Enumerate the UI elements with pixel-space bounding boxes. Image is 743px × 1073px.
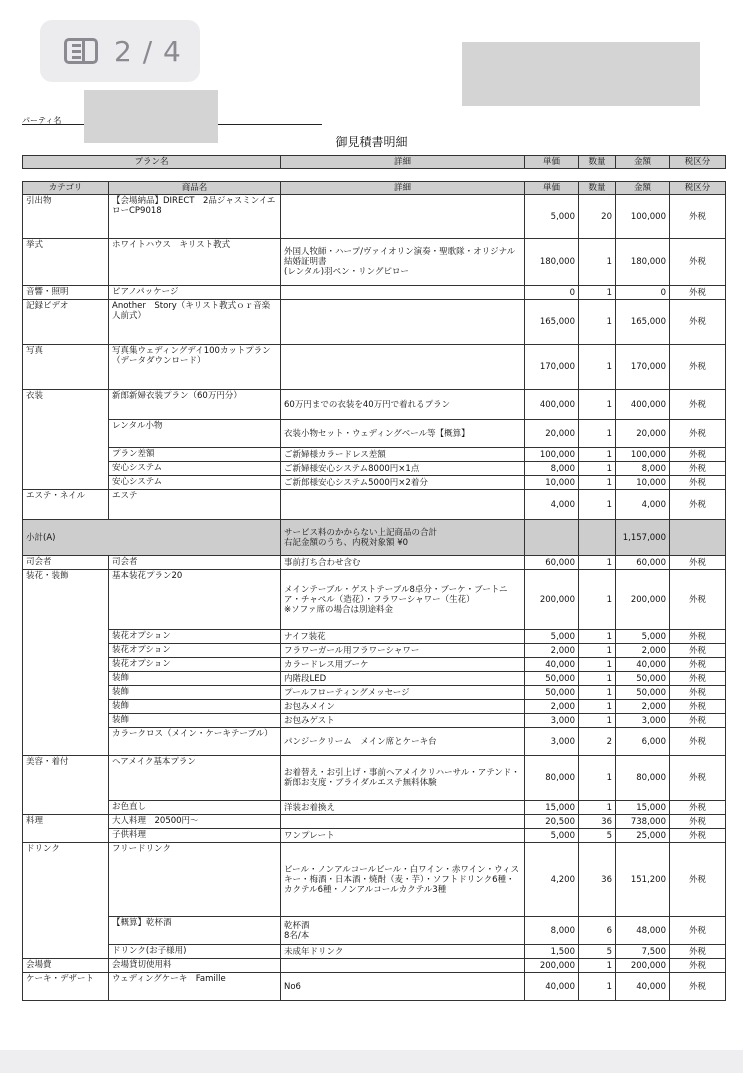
detail-cell: カラードレス用ブーケ [281, 658, 525, 672]
product-cell: 会場貸切使用料 [109, 959, 281, 973]
amount-cell: 6,000 [616, 728, 670, 756]
amount-cell: 48,000 [616, 917, 670, 945]
plan-tax-header: 税区分 [670, 156, 726, 169]
detail-cell [281, 286, 525, 300]
tax-cell: 外税 [670, 239, 726, 286]
qty-cell: 1 [579, 420, 616, 448]
detail-cell: 内階段LED [281, 672, 525, 686]
amount-cell: 200,000 [616, 959, 670, 973]
product-cell: 大人料理 20500円～ [109, 815, 281, 829]
category-cell: 引出物 [23, 195, 109, 239]
table-row [23, 843, 726, 917]
table-row [23, 644, 726, 658]
subtotal-row [23, 520, 726, 556]
product-cell: ホワイトハウス キリスト教式 [109, 239, 281, 286]
amount-cell: 151,200 [616, 843, 670, 917]
amount-cell: 2,000 [616, 700, 670, 714]
amount-cell: 3,000 [616, 714, 670, 728]
tax-cell: 外税 [670, 644, 726, 658]
amount-cell: 2,000 [616, 644, 670, 658]
price-cell: 60,000 [525, 556, 579, 570]
sidebar-icon [64, 38, 98, 64]
detail-cell: お包みメイン [281, 700, 525, 714]
qty-cell: 2 [579, 728, 616, 756]
tax-cell: 外税 [670, 345, 726, 390]
detail-cell: フラワーガール用フラワーシャワー [281, 644, 525, 658]
category-cell: 司会者 [23, 556, 109, 570]
price-cell: 3,000 [525, 728, 579, 756]
price-cell: 4,000 [525, 490, 579, 520]
product-cell: フリードリンク [109, 843, 281, 917]
product-cell: エステ [109, 490, 281, 520]
product-header: 商品名 [109, 182, 281, 195]
product-cell: 装飾 [109, 714, 281, 728]
tax-cell: 外税 [670, 686, 726, 700]
price-cell: 170,000 [525, 345, 579, 390]
category-cell: 記録ビデオ [23, 300, 109, 345]
price-cell: 2,000 [525, 644, 579, 658]
category-cell [23, 728, 109, 756]
category-cell: ケーキ・デザート [23, 973, 109, 1001]
table-row [23, 630, 726, 644]
price-cell: 3,000 [525, 714, 579, 728]
qty-cell: 6 [579, 917, 616, 945]
tax-cell: 外税 [670, 556, 726, 570]
product-cell: 装花オプション [109, 644, 281, 658]
category-cell [23, 714, 109, 728]
price-cell: 40,000 [525, 973, 579, 1001]
amount-cell: 80,000 [616, 756, 670, 801]
table-row [23, 728, 726, 756]
detail-cell: プールフローティングメッセージ [281, 686, 525, 700]
amount-cell: 4,000 [616, 490, 670, 520]
table-row [23, 686, 726, 700]
price-cell: 5,000 [525, 630, 579, 644]
qty-header: 数量 [579, 182, 616, 195]
price-cell: 200,000 [525, 959, 579, 973]
price-cell: 20,500 [525, 815, 579, 829]
detail-cell: お着替え・お引上げ・事前ヘアメイクリハーサル・アテンド・新郎お支度・ブライダルエステ無料体験 [281, 756, 525, 801]
subtotal-label: 小計(A) [23, 520, 281, 556]
table-row [23, 239, 726, 286]
qty-cell: 1 [579, 644, 616, 658]
detail-cell: 衣装小物セット・ウェディングベール等【概算】 [281, 420, 525, 448]
tax-cell: 外税 [670, 843, 726, 917]
qty-cell: 1 [579, 973, 616, 1001]
qty-cell: 1 [579, 801, 616, 815]
product-cell: 装花オプション [109, 658, 281, 672]
product-cell: 基本装花プラン20 [109, 570, 281, 630]
detail-cell: ご新婦様カラードレス差額 [281, 448, 525, 462]
category-cell [23, 658, 109, 672]
product-cell: 安心システム [109, 462, 281, 476]
table-row [23, 556, 726, 570]
qty-cell: 1 [579, 462, 616, 476]
amount-cell: 15,000 [616, 801, 670, 815]
category-cell [23, 630, 109, 644]
redacted-block [462, 42, 700, 106]
table-row [23, 756, 726, 801]
detail-cell: お包みゲスト [281, 714, 525, 728]
price-cell: 80,000 [525, 756, 579, 801]
amount-cell: 100,000 [616, 448, 670, 462]
tax-cell: 外税 [670, 300, 726, 345]
table-row [23, 286, 726, 300]
price-cell: 200,000 [525, 570, 579, 630]
amount-cell: 180,000 [616, 239, 670, 286]
amount-cell: 7,500 [616, 945, 670, 959]
detail-cell: ご新郎様安心システム5000円×2着分 [281, 476, 525, 490]
qty-cell: 1 [579, 239, 616, 286]
category-cell: ドリンク [23, 843, 109, 917]
qty-cell: 1 [579, 390, 616, 420]
detail-cell [281, 300, 525, 345]
category-cell [23, 420, 109, 448]
product-cell: 写真集ウェディングデイ100カットプラン（データダウンロード） [109, 345, 281, 390]
qty-cell: 1 [579, 959, 616, 973]
qty-cell: 1 [579, 570, 616, 630]
detail-cell: ビール・ノンアルコールビール・白ワイン・赤ワイン・ウィスキー・梅酒・日本酒・焼酎（麦・芋）・ソフトドリンク6種・カクテル6種・ノンアルコールカクテル3種 [281, 843, 525, 917]
tax-cell: 外税 [670, 945, 726, 959]
table-row [23, 973, 726, 1001]
product-cell: カラークロス（メイン・ケーキテーブル） [109, 728, 281, 756]
price-header: 単価 [525, 182, 579, 195]
price-cell: 10,000 [525, 476, 579, 490]
price-cell: 50,000 [525, 686, 579, 700]
product-cell: ウェディングケーキ Famille [109, 973, 281, 1001]
amount-cell: 0 [616, 286, 670, 300]
table-row [23, 448, 726, 462]
amount-cell: 100,000 [616, 195, 670, 239]
amount-cell: 170,000 [616, 345, 670, 390]
viewer-bottom-strip [0, 1050, 743, 1073]
detail-cell: 外国人牧師・ハープ/ヴァイオリン演奏・聖歌隊・オリジナル結婚証明書 (レンタル)羽ペン・リングピロー [281, 239, 525, 286]
detail-cell [281, 959, 525, 973]
price-cell: 40,000 [525, 658, 579, 672]
amount-cell: 8,000 [616, 462, 670, 476]
product-cell: 装花オプション [109, 630, 281, 644]
plan-price-header: 単価 [525, 156, 579, 169]
table-row [23, 420, 726, 448]
amount-cell: 165,000 [616, 300, 670, 345]
table-row [23, 917, 726, 945]
plan-amount-header: 金額 [616, 156, 670, 169]
amount-cell: 40,000 [616, 658, 670, 672]
amount-cell: 200,000 [616, 570, 670, 630]
category-cell [23, 448, 109, 462]
product-cell: ヘアメイク基本プラン [109, 756, 281, 801]
detail-cell: メインテーブル・ゲストテーブル8卓分・ブーケ・ブートニア・チャペル（造花）・フラワーシャワー（生花） ※ソファ席の場合は別途料金 [281, 570, 525, 630]
category-cell: 会場費 [23, 959, 109, 973]
qty-cell: 36 [579, 815, 616, 829]
plan-header-table [22, 155, 726, 169]
product-cell: レンタル小物 [109, 420, 281, 448]
tax-cell: 外税 [670, 756, 726, 801]
category-cell [23, 476, 109, 490]
table-row [23, 714, 726, 728]
price-cell: 180,000 [525, 239, 579, 286]
table-row [23, 476, 726, 490]
category-cell [23, 829, 109, 843]
table-row [23, 490, 726, 520]
table-row [23, 300, 726, 345]
amount-cell: 10,000 [616, 476, 670, 490]
qty-cell: 20 [579, 195, 616, 239]
items-table [22, 181, 726, 1001]
category-cell [23, 686, 109, 700]
qty-cell: 1 [579, 658, 616, 672]
category-cell [23, 672, 109, 686]
table-row [23, 815, 726, 829]
tax-cell: 外税 [670, 700, 726, 714]
price-cell: 5,000 [525, 829, 579, 843]
price-cell: 2,000 [525, 700, 579, 714]
qty-cell: 5 [579, 945, 616, 959]
tax-cell: 外税 [670, 490, 726, 520]
plan-name-header: プラン名 [23, 156, 281, 169]
price-cell: 8,000 [525, 917, 579, 945]
product-cell: 新郎新婦衣装プラン（60万円分） [109, 390, 281, 420]
product-cell: Another Story（キリスト教式ｏｒ音楽人前式） [109, 300, 281, 345]
amount-cell: 5,000 [616, 630, 670, 644]
amount-cell: 738,000 [616, 815, 670, 829]
detail-cell: ナイフ装花 [281, 630, 525, 644]
detail-cell: パンジークリーム メイン席とケーキ台 [281, 728, 525, 756]
tax-header: 税区分 [670, 182, 726, 195]
price-cell: 5,000 [525, 195, 579, 239]
tax-cell: 外税 [670, 195, 726, 239]
price-cell: 20,000 [525, 420, 579, 448]
detail-cell [281, 195, 525, 239]
product-cell: 【概算】乾杯酒 [109, 917, 281, 945]
price-cell: 100,000 [525, 448, 579, 462]
detail-cell: 乾杯酒 8名/本 [281, 917, 525, 945]
price-cell: 50,000 [525, 672, 579, 686]
amount-cell: 50,000 [616, 672, 670, 686]
category-cell: 料理 [23, 815, 109, 829]
amount-cell: 60,000 [616, 556, 670, 570]
table-row [23, 658, 726, 672]
qty-cell: 1 [579, 700, 616, 714]
tax-cell: 外税 [670, 829, 726, 843]
product-cell: 子供料理 [109, 829, 281, 843]
category-cell: 美容・着付 [23, 756, 109, 801]
tax-cell: 外税 [670, 801, 726, 815]
product-cell: 司会者 [109, 556, 281, 570]
qty-cell: 1 [579, 672, 616, 686]
table-row [23, 945, 726, 959]
category-cell [23, 801, 109, 815]
detail-cell: ご新婦様安心システム8000円×1点 [281, 462, 525, 476]
table-row [23, 195, 726, 239]
table-row [23, 570, 726, 630]
detail-cell [281, 815, 525, 829]
detail-cell: No6 [281, 973, 525, 1001]
tax-cell: 外税 [670, 917, 726, 945]
tax-cell: 外税 [670, 448, 726, 462]
qty-cell: 1 [579, 345, 616, 390]
category-cell: 装花・装飾 [23, 570, 109, 630]
table-row [23, 462, 726, 476]
detail-cell: ワンプレート [281, 829, 525, 843]
tax-cell: 外税 [670, 630, 726, 644]
category-cell [23, 462, 109, 476]
qty-cell: 1 [579, 300, 616, 345]
amount-cell: 50,000 [616, 686, 670, 700]
category-cell [23, 644, 109, 658]
product-cell: 装飾 [109, 672, 281, 686]
qty-cell: 1 [579, 630, 616, 644]
product-cell: ピアノパッケージ [109, 286, 281, 300]
tax-cell: 外税 [670, 815, 726, 829]
tax-cell: 外税 [670, 570, 726, 630]
detail-cell: 事前打ち合わせ含む [281, 556, 525, 570]
table-row [23, 672, 726, 686]
tax-cell: 外税 [670, 420, 726, 448]
party-name-label: パーティ名 [22, 116, 62, 125]
price-cell: 4,200 [525, 843, 579, 917]
product-cell: プラン差額 [109, 448, 281, 462]
detail-header: 詳細 [281, 182, 525, 195]
qty-cell: 36 [579, 843, 616, 917]
detail-cell: 未成年ドリンク [281, 945, 525, 959]
amount-cell: 40,000 [616, 973, 670, 1001]
detail-cell [281, 345, 525, 390]
tax-cell: 外税 [670, 959, 726, 973]
price-cell: 400,000 [525, 390, 579, 420]
plan-qty-header: 数量 [579, 156, 616, 169]
qty-cell: 1 [579, 686, 616, 700]
qty-cell: 1 [579, 490, 616, 520]
product-cell: 装飾 [109, 700, 281, 714]
category-cell [23, 917, 109, 945]
tax-cell: 外税 [670, 462, 726, 476]
subtotal-detail: サービス料のかからない上記商品の合計 右記金額のうち、内税対象額 ¥0 [281, 520, 525, 556]
category-cell: 挙式 [23, 239, 109, 286]
category-cell: エステ・ネイル [23, 490, 109, 520]
amount-cell: 400,000 [616, 390, 670, 420]
table-row [23, 801, 726, 815]
tax-cell: 外税 [670, 286, 726, 300]
tax-cell: 外税 [670, 390, 726, 420]
plan-detail-header: 詳細 [281, 156, 525, 169]
tax-cell: 外税 [670, 728, 726, 756]
category-cell: 衣装 [23, 390, 109, 420]
tax-cell: 外税 [670, 973, 726, 1001]
table-row [23, 700, 726, 714]
tax-cell: 外税 [670, 672, 726, 686]
product-cell: ドリンク(お子様用) [109, 945, 281, 959]
tax-cell: 外税 [670, 714, 726, 728]
category-cell [23, 945, 109, 959]
price-cell: 15,000 [525, 801, 579, 815]
detail-cell [281, 490, 525, 520]
price-cell: 1,500 [525, 945, 579, 959]
qty-cell: 1 [579, 476, 616, 490]
amount-cell: 25,000 [616, 829, 670, 843]
subtotal-amount: 1,157,000 [616, 520, 670, 556]
qty-cell: 1 [579, 714, 616, 728]
category-cell: 写真 [23, 345, 109, 390]
table-row [23, 345, 726, 390]
category-cell: 音響・照明 [23, 286, 109, 300]
table-row [23, 959, 726, 973]
qty-cell: 1 [579, 756, 616, 801]
qty-cell: 1 [579, 556, 616, 570]
qty-cell: 1 [579, 448, 616, 462]
product-cell: お色直し [109, 801, 281, 815]
table-row [23, 829, 726, 843]
amount-header: 金額 [616, 182, 670, 195]
price-cell: 8,000 [525, 462, 579, 476]
page-indicator[interactable] [40, 20, 200, 82]
table-row [23, 390, 726, 420]
amount-cell: 20,000 [616, 420, 670, 448]
product-cell: 安心システム [109, 476, 281, 490]
category-header: カテゴリ [23, 182, 109, 195]
qty-cell: 5 [579, 829, 616, 843]
detail-cell: 60万円までの衣装を40万円で着れるプラン [281, 390, 525, 420]
price-cell: 165,000 [525, 300, 579, 345]
product-cell: 装飾 [109, 686, 281, 700]
price-cell: 0 [525, 286, 579, 300]
category-cell [23, 700, 109, 714]
qty-cell: 1 [579, 286, 616, 300]
document-title: 御見積書明細 [335, 135, 408, 149]
tax-cell: 外税 [670, 476, 726, 490]
product-cell: 【会場納品】DIRECT 2品ジャスミンイエローCP9018 [109, 195, 281, 239]
detail-cell: 洋装お着換え [281, 801, 525, 815]
tax-cell: 外税 [670, 658, 726, 672]
page-indicator-text: 2 / 4 [114, 34, 182, 68]
